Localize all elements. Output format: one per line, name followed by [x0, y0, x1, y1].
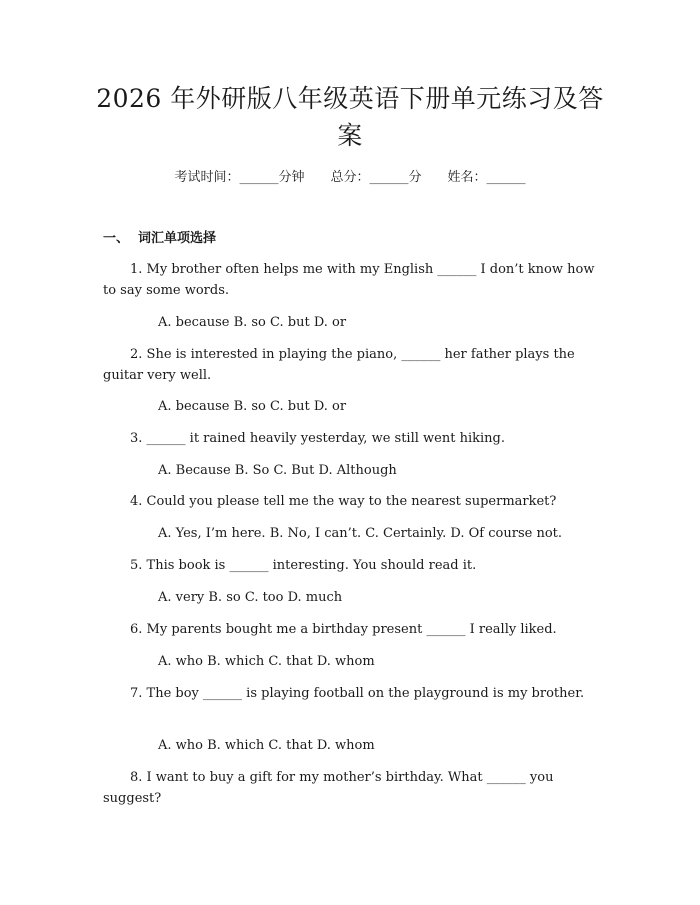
question-1-options: A. because B. so C. but D. or: [158, 315, 347, 330]
exam-info-line: [0, 168, 700, 188]
question-5-options: A. very B. so C. too D. much: [158, 590, 343, 605]
question-8: 8. I want to buy a gift for my mother’s birthday. What ______ you suggest?: [103, 770, 554, 806]
document-title: 2026 年外研版八年级英语下册单元练习及答案: [96, 84, 604, 150]
question-6: 6. My parents bought me a birthday present ______ I really liked.: [130, 622, 557, 637]
total-score-field: 总分：______分: [330, 170, 422, 185]
question-7: 7. The boy ______ is playing football on the playground is my brother.: [130, 686, 585, 701]
question-4-options: A. Yes, I’m here. B. No, I can’t. C. Certainly. D. Of course not.: [158, 526, 562, 541]
name-field: 姓名：______: [447, 170, 526, 185]
question-6-options: A. who B. which C. that D. whom: [158, 654, 375, 669]
question-1: 1. My brother often helps me with my English ______ I don’t know how to say some words.: [103, 262, 595, 298]
question-7-options: A. who B. which C. that D. whom: [158, 738, 375, 753]
question-4: 4. Could you please tell me the way to the nearest supermarket?: [130, 494, 557, 509]
section-heading: 一、 词汇单项选择: [103, 231, 217, 246]
question-5: 5. This book is ______ interesting. You should read it.: [130, 558, 477, 573]
question-2: 2. She is interested in playing the piano, ______ her father plays the guitar very well.: [103, 347, 575, 383]
question-3-options: A. Because B. So C. But D. Although: [158, 463, 397, 478]
question-3: 3. ______ it rained heavily yesterday, we still went hiking.: [130, 431, 505, 446]
question-2-options: A. because B. so C. but D. or: [158, 399, 347, 414]
exam-time-field: 考试时间：______分钟: [174, 170, 305, 185]
